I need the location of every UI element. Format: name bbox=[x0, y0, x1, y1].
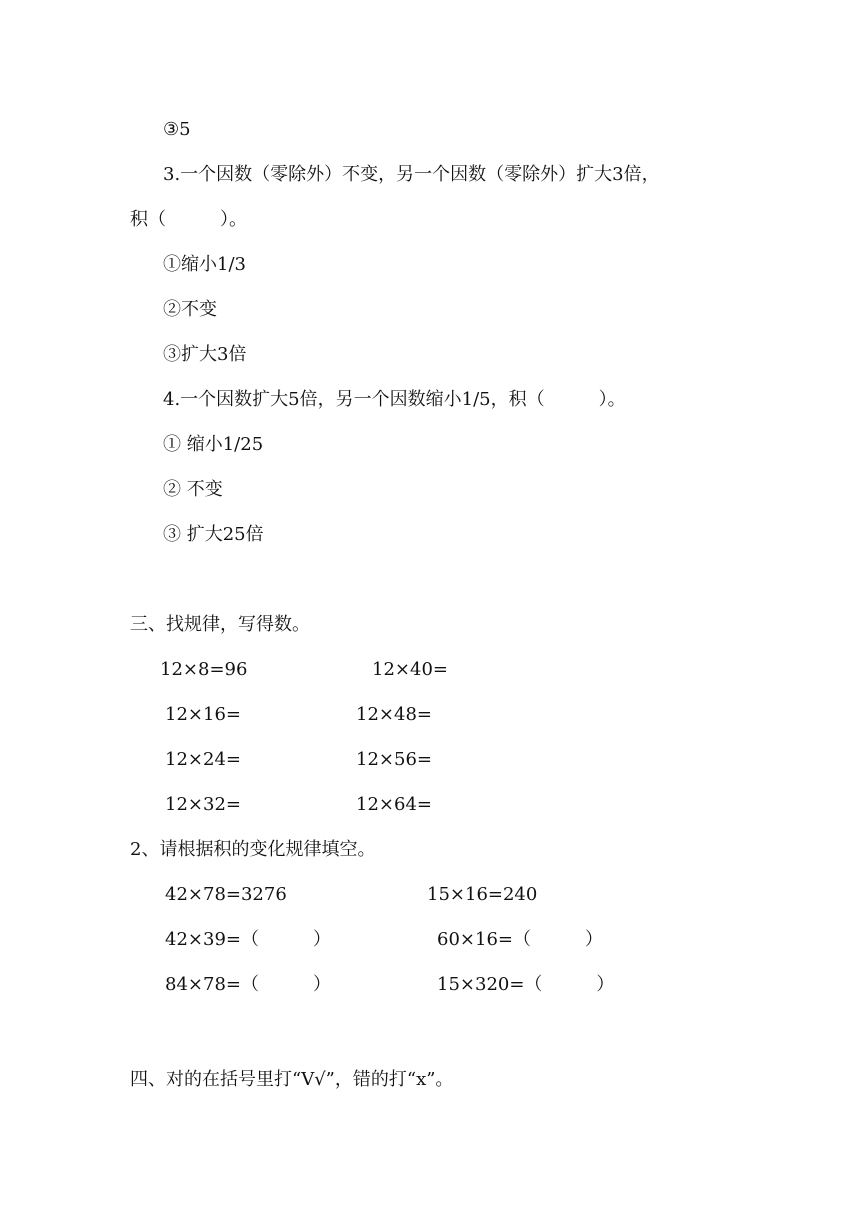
q2-option-3: ③5 bbox=[163, 119, 191, 140]
q3-option-1: ①缩小1/3 bbox=[163, 254, 246, 275]
section3-left-2: 12×16= bbox=[165, 704, 241, 725]
part2-heading: 2、请根据积的变化规律填空。 bbox=[130, 839, 376, 860]
part2-left-1: 42×78=3276 bbox=[165, 884, 287, 905]
section3-left-1: 12×8=96 bbox=[160, 659, 248, 680]
section4-heading: 四、对的在括号里打“V√”，错的打“x”。 bbox=[130, 1069, 454, 1090]
section3-heading: 三、找规律，写得数。 bbox=[130, 614, 310, 635]
section3-left-3: 12×24= bbox=[165, 749, 241, 770]
section3-right-2: 12×48= bbox=[356, 704, 432, 725]
section3-right-4: 12×64= bbox=[356, 794, 432, 815]
part2-right-2: 60×16=（ ） bbox=[437, 929, 603, 950]
part2-right-1: 15×16=240 bbox=[427, 884, 538, 905]
section3-right-1: 12×40= bbox=[372, 659, 448, 680]
part2-left-3: 84×78=（ ） bbox=[165, 974, 331, 995]
q3-stem-line1: 3.一个因数（零除外）不变，另一个因数（零除外）扩大3倍， bbox=[163, 164, 660, 185]
q4-option-1: ① 缩小1/25 bbox=[163, 434, 264, 455]
section3-right-3: 12×56= bbox=[356, 749, 432, 770]
part2-left-2: 42×39=（ ） bbox=[165, 929, 331, 950]
section3-left-4: 12×32= bbox=[165, 794, 241, 815]
q4-stem: 4.一个因数扩大5倍，另一个因数缩小1/5，积（ ）。 bbox=[163, 389, 626, 410]
q3-stem-line2: 积（ ）。 bbox=[130, 209, 247, 230]
q4-option-2: ② 不变 bbox=[163, 479, 223, 500]
q3-option-2: ②不变 bbox=[163, 299, 217, 320]
part2-right-3: 15×320=（ ） bbox=[437, 974, 615, 995]
q3-option-3: ③扩大3倍 bbox=[163, 344, 247, 365]
q4-option-3: ③ 扩大25倍 bbox=[163, 524, 264, 545]
